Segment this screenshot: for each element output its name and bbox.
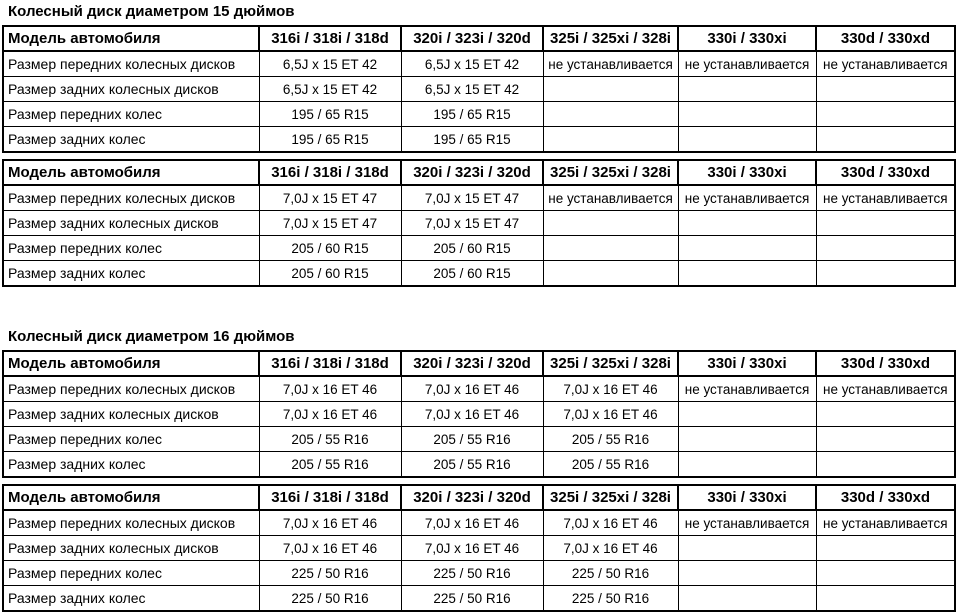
spec-value-cell: 205 / 55 R16	[543, 427, 678, 452]
model-column-header: Модель автомобиля	[3, 160, 259, 185]
spec-value-cell: 205 / 55 R16	[401, 427, 543, 452]
spec-value-cell: 205 / 55 R16	[543, 452, 678, 478]
model-column-header: Модель автомобиля	[3, 351, 259, 376]
spec-value-cell: 195 / 65 R15	[401, 102, 543, 127]
row-label: Размер задних колесных дисков	[3, 211, 259, 236]
spec-value-cell: 225 / 50 R16	[401, 561, 543, 586]
table-row	[3, 586, 955, 612]
spec-value-cell: 195 / 65 R15	[259, 127, 401, 153]
spec-value-cell: 195 / 65 R15	[401, 127, 543, 153]
spec-value-cell: 7,0J x 16 ET 46	[543, 402, 678, 427]
spec-value-cell: 7,0J x 16 ET 46	[543, 510, 678, 536]
spec-value-cell	[816, 586, 955, 612]
row-label: Размер задних колес	[3, 261, 259, 287]
spec-value-cell: не устанавливается	[816, 376, 955, 402]
spec-value-cell: не устанавливается	[678, 51, 816, 77]
car-model-column-header: 325i / 325xi / 328i	[543, 26, 678, 51]
spec-value-cell: 195 / 65 R15	[259, 102, 401, 127]
spec-value-cell: 7,0J x 16 ET 46	[543, 536, 678, 561]
spec-value-cell: 6,5J x 15 ET 42	[259, 77, 401, 102]
spec-value-cell	[678, 561, 816, 586]
table-row	[3, 427, 955, 452]
spec-value-cell: не устанавливается	[543, 185, 678, 211]
row-label: Размер задних колесных дисков	[3, 402, 259, 427]
row-label: Размер задних колес	[3, 127, 259, 153]
spec-value-cell	[543, 127, 678, 153]
spec-value-cell: 205 / 60 R15	[401, 261, 543, 287]
spec-value-cell: не устанавливается	[678, 185, 816, 211]
spec-value-cell	[543, 102, 678, 127]
spec-value-cell	[816, 452, 955, 478]
spec-value-cell	[543, 77, 678, 102]
car-model-column-header: 330i / 330xi	[678, 160, 816, 185]
spec-value-cell: 7,0J x 15 ET 47	[259, 211, 401, 236]
spec-value-cell	[543, 236, 678, 261]
car-model-column-header: 316i / 318i / 318d	[259, 26, 401, 51]
row-label: Размер передних колесных дисков	[3, 510, 259, 536]
model-column-header: Модель автомобиля	[3, 485, 259, 510]
header-row	[3, 485, 955, 510]
spec-value-cell	[678, 536, 816, 561]
header-row	[3, 351, 955, 376]
spec-value-cell: не устанавливается	[816, 185, 955, 211]
spec-value-cell	[678, 127, 816, 153]
spec-value-cell: 225 / 50 R16	[543, 586, 678, 612]
spec-value-cell	[543, 211, 678, 236]
table-row	[3, 51, 955, 77]
car-model-column-header: 330i / 330xi	[678, 485, 816, 510]
car-model-column-header: 325i / 325xi / 328i	[543, 485, 678, 510]
header-row	[3, 26, 955, 51]
table-row	[3, 510, 955, 536]
spec-value-cell	[816, 536, 955, 561]
row-label: Размер передних колесных дисков	[3, 185, 259, 211]
table-row	[3, 402, 955, 427]
car-model-column-header: 330d / 330xd	[816, 351, 955, 376]
section-title-16-inch: Колесный диск диаметром 16 дюймов	[8, 328, 295, 345]
spec-value-cell	[816, 102, 955, 127]
row-label: Размер передних колесных дисков	[3, 376, 259, 402]
spec-value-cell	[816, 236, 955, 261]
table-row	[3, 536, 955, 561]
car-model-column-header: 316i / 318i / 318d	[259, 485, 401, 510]
car-model-column-header: 325i / 325xi / 328i	[543, 351, 678, 376]
spec-value-cell	[678, 427, 816, 452]
car-model-column-header: 316i / 318i / 318d	[259, 351, 401, 376]
header-row	[3, 160, 955, 185]
spec-table	[2, 484, 956, 612]
table-row	[3, 185, 955, 211]
spec-value-cell: 7,0J x 16 ET 46	[259, 536, 401, 561]
car-model-column-header: 325i / 325xi / 328i	[543, 160, 678, 185]
spec-value-cell	[816, 261, 955, 287]
row-label: Размер передних колес	[3, 561, 259, 586]
section-16-inch	[0, 327, 956, 612]
car-model-column-header: 320i / 323i / 320d	[401, 160, 543, 185]
table-row	[3, 452, 955, 478]
spec-value-cell: 225 / 50 R16	[259, 561, 401, 586]
spec-value-cell: 7,0J x 16 ET 46	[259, 376, 401, 402]
spec-value-cell: 7,0J x 16 ET 46	[543, 376, 678, 402]
car-model-column-header: 320i / 323i / 320d	[401, 351, 543, 376]
spec-value-cell	[816, 211, 955, 236]
row-label: Размер передних колес	[3, 427, 259, 452]
spec-value-cell: 7,0J x 16 ET 46	[259, 402, 401, 427]
table-row	[3, 127, 955, 153]
spec-value-cell: 7,0J x 16 ET 46	[259, 510, 401, 536]
row-label: Размер задних колес	[3, 586, 259, 612]
spec-value-cell: 7,0J x 16 ET 46	[401, 536, 543, 561]
spec-value-cell	[678, 77, 816, 102]
spec-value-cell: не устанавливается	[678, 510, 816, 536]
row-label: Размер задних колесных дисков	[3, 77, 259, 102]
spec-value-cell: 6,5J x 15 ET 42	[259, 51, 401, 77]
row-label: Размер задних колесных дисков	[3, 536, 259, 561]
row-label: Размер передних колесных дисков	[3, 51, 259, 77]
car-model-column-header: 320i / 323i / 320d	[401, 485, 543, 510]
spec-value-cell	[678, 402, 816, 427]
spec-value-cell	[816, 561, 955, 586]
spec-value-cell	[678, 211, 816, 236]
spec-value-cell	[678, 261, 816, 287]
car-model-column-header: 330i / 330xi	[678, 26, 816, 51]
spec-value-cell	[678, 236, 816, 261]
table-row	[3, 376, 955, 402]
spec-value-cell	[816, 77, 955, 102]
spec-table	[2, 350, 956, 478]
spec-value-cell	[678, 102, 816, 127]
table-row	[3, 77, 955, 102]
spec-value-cell: 205 / 60 R15	[259, 261, 401, 287]
spec-value-cell: 7,0J x 15 ET 47	[401, 185, 543, 211]
spec-value-cell: 6,5J x 15 ET 42	[401, 51, 543, 77]
car-model-column-header: 330d / 330xd	[816, 485, 955, 510]
car-model-column-header: 330d / 330xd	[816, 160, 955, 185]
spec-value-cell: 205 / 55 R16	[259, 427, 401, 452]
spec-value-cell: 7,0J x 15 ET 47	[401, 211, 543, 236]
spec-value-cell	[816, 427, 955, 452]
car-model-column-header: 330d / 330xd	[816, 26, 955, 51]
table-row	[3, 561, 955, 586]
spec-value-cell: 7,0J x 16 ET 46	[401, 376, 543, 402]
spec-value-cell: 205 / 55 R16	[259, 452, 401, 478]
spec-value-cell: 7,0J x 15 ET 47	[259, 185, 401, 211]
spec-value-cell: 225 / 50 R16	[543, 561, 678, 586]
spec-value-cell: 225 / 50 R16	[401, 586, 543, 612]
row-label: Размер передних колес	[3, 236, 259, 261]
row-label: Размер передних колес	[3, 102, 259, 127]
spec-value-cell: не устанавливается	[816, 51, 955, 77]
table-row	[3, 261, 955, 287]
tables-container-16-inch	[0, 350, 956, 612]
car-model-column-header: 330i / 330xi	[678, 351, 816, 376]
car-model-column-header: 316i / 318i / 318d	[259, 160, 401, 185]
spec-table	[2, 159, 956, 287]
spec-value-cell: 205 / 55 R16	[401, 452, 543, 478]
spec-value-cell	[678, 586, 816, 612]
spec-value-cell	[816, 127, 955, 153]
section-title-15-inch: Колесный диск диаметром 15 дюймов	[8, 3, 295, 20]
car-model-column-header: 320i / 323i / 320d	[401, 26, 543, 51]
table-row	[3, 211, 955, 236]
row-label: Размер задних колес	[3, 452, 259, 478]
spec-table	[2, 25, 956, 153]
spec-value-cell: 205 / 60 R15	[401, 236, 543, 261]
section-15-inch	[0, 2, 956, 287]
tables-container-15-inch	[0, 25, 956, 287]
spec-value-cell: не устанавливается	[543, 51, 678, 77]
spec-value-cell	[543, 261, 678, 287]
spec-value-cell: не устанавливается	[816, 510, 955, 536]
spec-value-cell: 225 / 50 R16	[259, 586, 401, 612]
spec-value-cell: 7,0J x 16 ET 46	[401, 402, 543, 427]
table-row	[3, 236, 955, 261]
spec-value-cell: 205 / 60 R15	[259, 236, 401, 261]
table-row	[3, 102, 955, 127]
spec-value-cell	[816, 402, 955, 427]
model-column-header: Модель автомобиля	[3, 26, 259, 51]
spec-value-cell: не устанавливается	[678, 376, 816, 402]
spec-value-cell: 7,0J x 16 ET 46	[401, 510, 543, 536]
spec-value-cell: 6,5J x 15 ET 42	[401, 77, 543, 102]
spec-value-cell	[678, 452, 816, 478]
